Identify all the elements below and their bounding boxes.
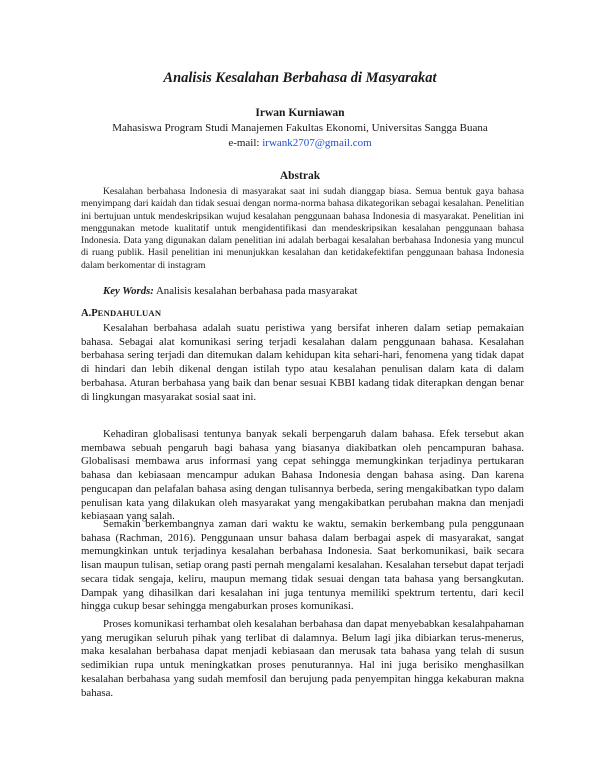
body-paragraph-2: Kehadiran globalisasi tentunya banyak sekali berpengaruh dalam bahasa. Efek tersebut akan membawa sebuah pengaruh bagi bahasa yang biasanya diakibatkan oleh pencampuran bahasa. Globalisasi membawa arus informasi yang cepat sehingga memungkinkan terjadinya pertukaran bahasa dan kebiasaan mencampur adukan Bahasa Indonesia dengan bahasa asing. Dan karena pengucapan dan pelafalan bahasa asing dengan tulisannya berbeda, sering mengakibatkan typo dalam penulisan kata yang dilakukan oleh masyarakat yang mengakibatkan perubahan makna dan menjadi kebiasaan yang salah.	[81, 428, 524, 523]
section-heading-pendahuluan	[81, 308, 161, 319]
author-name: Irwan Kurniawan	[255, 107, 345, 119]
section-rest: ENDAHULUAN	[97, 308, 162, 318]
abstract-text: Kesalahan berbahasa Indonesia di masyarakat saat ini sudah dianggap biasa. Semua bentuk gaya bahasa menyimpang dari kaidah dan tidak sesuai dengan norma-norma bahasa dikategorikan sebagai kesalahan. Penelitian ini bertujuan untuk mendeskripsikan wujud kesalahan penggunaan bahasa Indonesia di masyarakat. Penelitian ini menggunakan metode kualitatif untuk mengidentifikasi dan mendeskripsikan kesalahan penggunaan bahasa Indonesia. Data yang digunakan dalam penelitian ini adalah berbagai kesalahan berbahasa Indonesia yang muncul di ruang publik. Hasil penelitian ini menunjukkan kesalahan dan ketidakefektifan penggunaan bahasa Indonesia dalam berkomentar di instagram	[81, 186, 524, 271]
paper-title: Analisis Kesalahan Berbahasa di Masyarakat	[163, 70, 437, 86]
section-letter: A.	[81, 308, 92, 319]
author-affiliation: Mahasiswa Program Studi Manajemen Fakultas Ekonomi, Universitas Sangga Buana	[112, 122, 488, 134]
body-paragraph-1: Kesalahan berbahasa adalah suatu peristiwa yang bersifat inheren dalam setiap pemakaian bahasa. Sebagai alat komunikasi sering terjadi kesalahan dalam penggunaan bahasa. Kesalahan berbahasa sering terjadi dan ditemukan dalam kehidupan kita sehari-hari, fenomena yang tidak dapat di hindari dan lebih dikenal dengan istilah typo atau kesalahan penulisan dalam kata di dalam berbahasa. Aturan berbahasa yang baik dan benar sesuai KBBI kadang tidak diterapkan dengan benar di lingkungan masyarakat sosial saat ini.	[81, 322, 524, 403]
email-label: e-mail:	[228, 137, 260, 149]
body-paragraph-4: Proses komunikasi terhambat oleh kesalahan berbahasa dan dapat menyebabkan kesalahpahaman yang merugikan seluruh pihak yang terlibat di dalamnya. Belum lagi jika dibiarkan terus-menerus, maka kesalahan berbahasa dapat menjadi kebiasaan dan merusak tata bahasa yang telah di susun sedimikian rupa untuk meningkatkan proses penuturannya. Hal ini juga berisiko menghasilkan kesalahan berbahasa yang sudah memfosil dan berujung pada penyempitan hingga kekaburan makna bahasa.	[81, 618, 524, 699]
section-initial: P	[91, 308, 98, 319]
abstract-heading: Abstrak	[279, 170, 321, 182]
body-paragraph-3: Semakin berkembangnya zaman dari waktu ke waktu, semakin berkembang pula penggunaan bahasa (Rachman, 2016). Penggunaan unsur bahasa dalam berbagai aspek di masyarakat, sangat memungkinkan untuk terjadinya kesalahan berbahasa Indonesia. Saat berkomunikasi, baik secara lisan maupun tulisan, setiap orang pasti pernah mengalami kesalahan. Kesalahan tersebut dapat terjadi secara tidak sengaja, keliru, maupun memang tidak sesuai dengan tata bahasa yang bersangkutan. Dampak yang dihasilkan dari kesalahan ini juga tentunya memiliki spektrum tertentu, dari kecil hingga cukup besar sehingga mengaburkan proses komunikasi.	[81, 518, 524, 613]
email-link[interactable]: irwank2707@gmail.com	[262, 137, 372, 149]
author-email-line	[0, 137, 600, 149]
keywords-line	[81, 285, 524, 297]
keywords-label: Key Words:	[103, 285, 154, 297]
keywords-text: Analisis kesalahan berbahasa pada masyarakat	[156, 285, 358, 297]
